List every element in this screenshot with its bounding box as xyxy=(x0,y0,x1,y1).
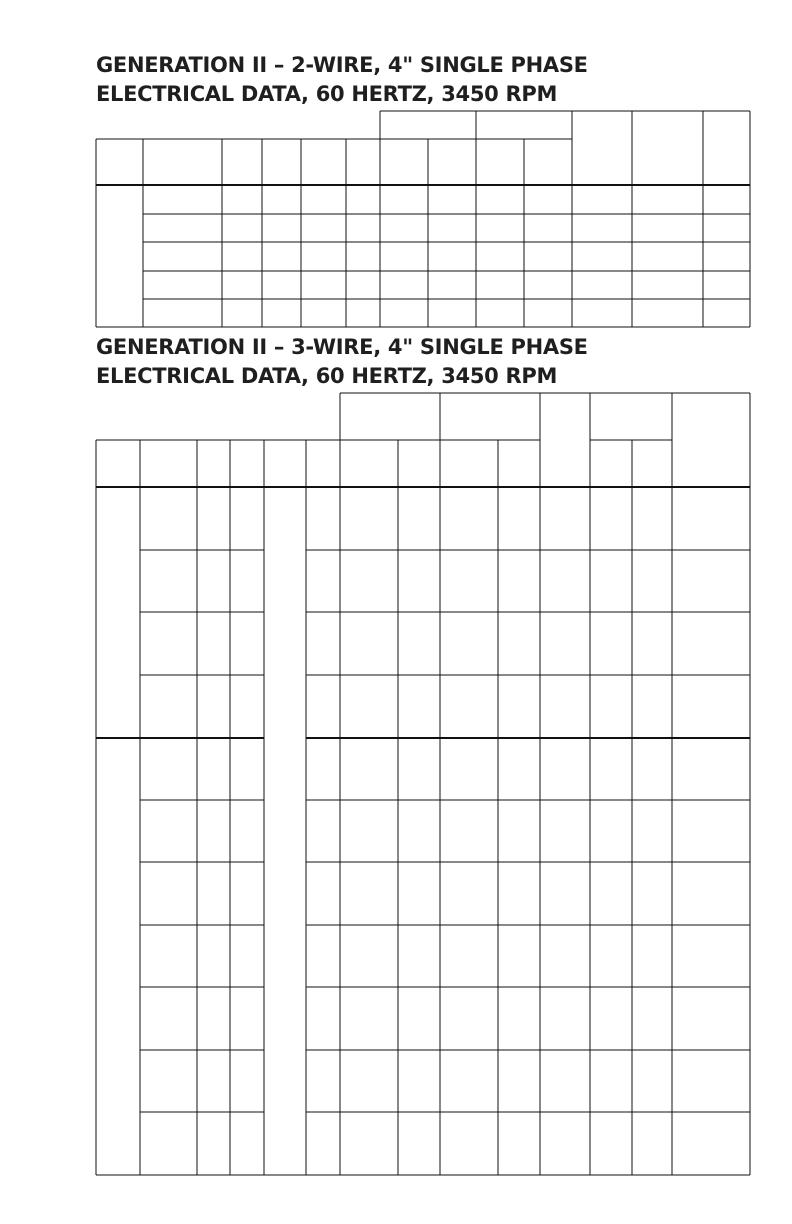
table-1-title-line-2: ELECTRICAL DATA, 60 HERTZ, 3450 RPM xyxy=(96,82,558,106)
table-1-title-line-1: GENERATION II – 2-WIRE, 4" SINGLE PHASE xyxy=(96,53,588,77)
table-2-title-line-1: GENERATION II – 3-WIRE, 4" SINGLE PHASE xyxy=(96,335,588,359)
table-2-title-line-2: ELECTRICAL DATA, 60 HERTZ, 3450 RPM xyxy=(96,364,558,388)
